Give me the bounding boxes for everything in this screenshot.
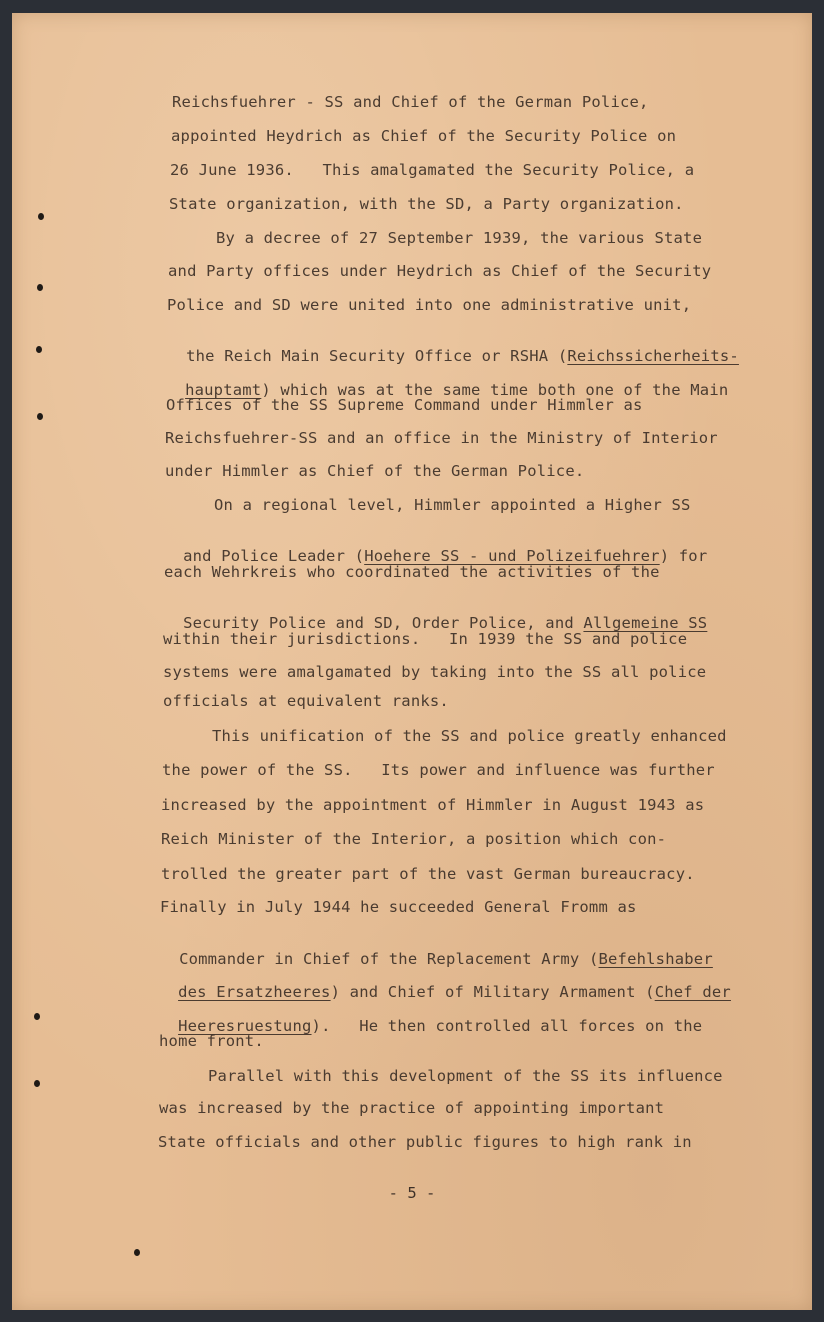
text-line: under Himmler as Chief of the German Police. <box>165 462 585 480</box>
text-line: systems were amalgamated by taking into the SS all police <box>163 663 707 681</box>
text-line: Reichsfuehrer-SS and an office in the Ministry of Interior <box>165 429 718 447</box>
text-line <box>167 329 739 365</box>
text-line: Finally in July 1944 he succeeded General Fromm as <box>160 898 637 916</box>
text-line <box>159 999 702 1035</box>
text-line: Parallel with this development of the SS its influence <box>208 1067 723 1085</box>
underlined-term: Reichssicherheits- <box>567 347 739 365</box>
text-line: State organization, with the SD, a Party organization. <box>169 195 684 213</box>
text-segment: ). He then controlled all forces on the <box>311 1017 703 1035</box>
binding-hole-2 <box>37 284 43 291</box>
underlined-term: hauptamt <box>185 381 262 399</box>
text-line: appointed Heydrich as Chief of the Security Police on <box>171 127 677 145</box>
text-segment: the Reich Main Security Office or RSHA ( <box>186 347 568 365</box>
binding-hole-5 <box>34 1013 40 1020</box>
text-line: was increased by the practice of appointing important <box>159 1099 665 1117</box>
underlined-term: Heeresruestung <box>178 1017 312 1035</box>
text-line: trolled the greater part of the vast German bureaucracy. <box>161 865 695 883</box>
text-line: within their jurisdictions. In 1939 the SS and police <box>163 630 688 648</box>
text-line: 26 June 1936. This amalgamated the Security Police, a <box>170 161 695 179</box>
underlined-term: Allgemeine SS <box>583 614 708 632</box>
text-line <box>164 596 707 632</box>
binding-hole-7 <box>134 1249 140 1256</box>
text-line: home front. <box>159 1032 264 1050</box>
text-line: State officials and other public figures to high rank in <box>158 1133 692 1151</box>
text-line <box>159 965 731 1001</box>
underlined-term: Hoehere SS - und Polizeifuehrer <box>364 547 660 565</box>
text-line: On a regional level, Himmler appointed a Higher SS <box>214 496 691 514</box>
text-segment: ) which was at the same time both one of the Main <box>261 381 729 399</box>
text-line: each Wehrkreis who coordinated the activities of the <box>164 563 660 581</box>
text-line: and Party offices under Heydrich as Chief of the Security <box>168 262 712 280</box>
text-segment: Commander in Chief of the Replacement Army ( <box>179 950 599 968</box>
text-line <box>164 529 707 565</box>
text-segment: ) and Chief of Military Armament ( <box>330 983 655 1001</box>
binding-hole-1 <box>38 213 44 220</box>
text-line: Reichsfuehrer - SS and Chief of the German Police, <box>172 93 649 111</box>
binding-hole-3 <box>36 346 42 353</box>
text-line: the power of the SS. Its power and influence was further <box>162 761 715 779</box>
underlined-term: Befehlshaber <box>598 950 713 968</box>
binding-hole-4 <box>37 413 43 420</box>
underlined-term: des Ersatzheeres <box>178 983 331 1001</box>
text-line: By a decree of 27 September 1939, the various State <box>216 229 703 247</box>
text-segment: Security Police and SD, Order Police, and <box>183 614 584 632</box>
text-line: Reich Minister of the Interior, a position which con- <box>161 830 667 848</box>
text-line: This unification of the SS and police greatly enhanced <box>212 727 727 745</box>
text-segment: and Police Leader ( <box>183 547 365 565</box>
text-line <box>166 363 728 399</box>
text-line: Offices of the SS Supreme Command under Himmler as <box>166 396 643 414</box>
text-line: increased by the appointment of Himmler in August 1943 as <box>161 796 705 814</box>
text-line <box>160 932 713 968</box>
underlined-term: Chef der <box>654 983 731 1001</box>
text-segment: ) for <box>659 547 708 565</box>
text-line: Police and SD were united into one administrative unit, <box>167 296 692 314</box>
binding-hole-6 <box>34 1080 40 1087</box>
text-line: officials at equivalent ranks. <box>163 692 449 710</box>
page-number: - 5 - <box>388 1184 436 1202</box>
